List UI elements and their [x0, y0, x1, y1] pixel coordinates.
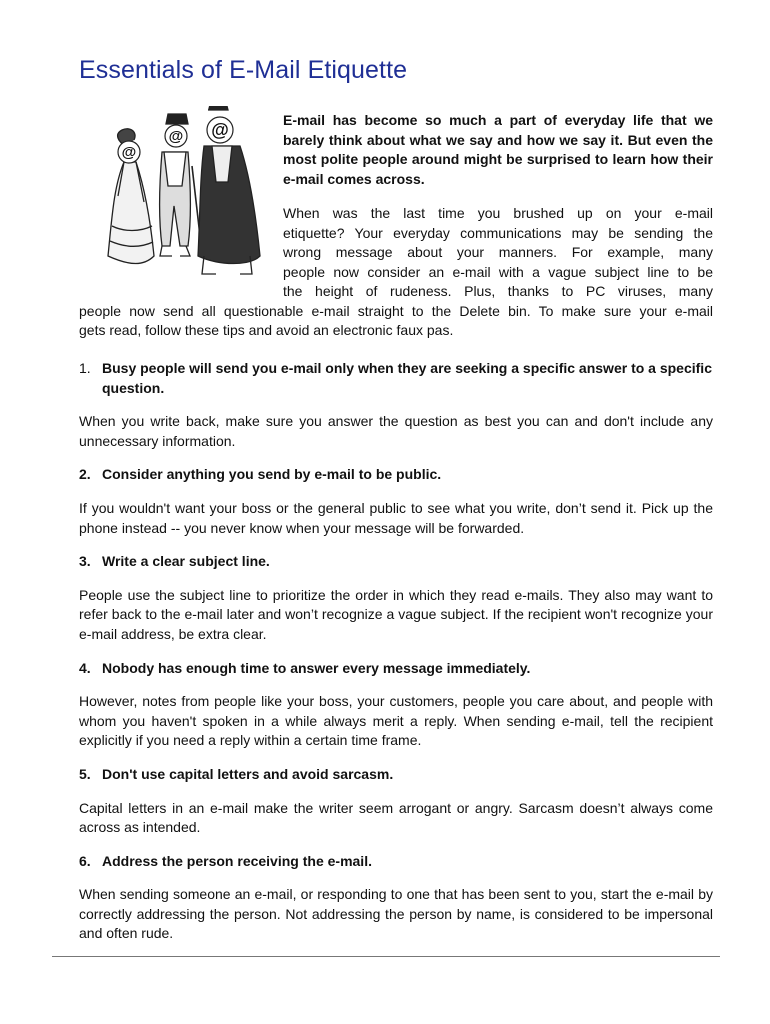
tip-heading [79, 765, 713, 785]
tip-heading-text: Nobody has enough time to answer every message immediately. [102, 659, 531, 676]
tip-item [79, 359, 713, 451]
intro-line: people now consider an e-mail with a vague subject line to be [283, 263, 713, 280]
tip-item [79, 852, 713, 944]
tip-heading [79, 359, 713, 398]
intro-lead: E-mail has become so much a part of everyday life that we barely think about what we say and how we say it. But even the most polite people around might be surprised to learn how their e-mail comes across. [283, 112, 713, 187]
page-title: Essentials of E-Mail Etiquette [79, 56, 408, 84]
intro-line: gets read, follow these tips and avoid an electronic faux pas. [79, 322, 454, 338]
tip-heading-text: Consider anything you send by e-mail to be public. [102, 466, 442, 483]
tip-heading-text: Write a clear subject line. [102, 553, 270, 570]
intro-line: etiquette? Your everyday communications may be sending the [283, 224, 713, 241]
tip-number: 2. [79, 466, 91, 483]
tip-item [79, 552, 713, 644]
tip-number: 1. [79, 360, 91, 376]
tip-body: When sending someone an e-mail, or responding to one that has been sent to you, start the e-mail by correctly addressing the person. Not addressing the person by name, is considered to be impersonal and often rude. [79, 886, 713, 942]
at-sign-icon: @ [168, 128, 184, 145]
tip-body: However, notes from people like your boss, your customers, people you care about, and people with whom you haven't spoken in a while always merit a reply. When sending e-mail, tell the recipient explicitly if you need a reply within a certain time frame. [79, 693, 713, 749]
tip-heading-text: Address the person receiving the e-mail. [102, 852, 372, 869]
tip-heading [79, 659, 713, 679]
footer-divider [52, 956, 720, 957]
tip-heading [79, 552, 713, 572]
tip-item [79, 765, 713, 838]
intro-line: When was the last time you brushed up on your e-mail [283, 205, 713, 221]
intro-line: the height of rudeness. Plus, thanks to PC viruses, many [283, 283, 713, 299]
tip-body: People use the subject line to prioritize the order in which they read e-mails. They also may want to refer back to the e-mail later and won’t recognize a vague subject. If the recipient won't recognize your e-mail address, be extra clear. [79, 586, 713, 642]
tip-number: 6. [79, 852, 91, 869]
tip-body: Capital letters in an e-mail make the writer seem arrogant or angry. Sarcasm doesn’t always come across as intended. [79, 799, 713, 836]
tip-body: When you write back, make sure you answer the question as best you can and don't include any unnecessary information. [79, 413, 713, 449]
tip-body: If you wouldn't want your boss or the general public to see what you write, don’t send it. Pick up the phone instead -- you never know when your message will be forwarded. [79, 499, 713, 536]
at-sign-icon: @ [121, 144, 137, 161]
intro-line: wrong message about your manners. For example, many [283, 244, 713, 260]
tip-number: 3. [79, 553, 91, 570]
tip-item [79, 465, 713, 538]
tip-heading [79, 465, 713, 485]
intro-line: people now send all questionable e-mail straight to the Delete bin. To make sure your e-mail [79, 302, 713, 319]
at-sign-icon: @ [211, 120, 229, 140]
tip-heading [79, 852, 713, 872]
tip-number: 4. [79, 659, 91, 676]
tip-heading-text: Don't use capital letters and avoid sarcasm. [102, 765, 394, 782]
tip-item [79, 659, 713, 751]
tip-heading-text: Busy people will send you e-mail only when they are seeking a specific answer to a specific question. [102, 360, 712, 396]
intro-paragraph [79, 204, 713, 341]
tips-list [79, 359, 713, 958]
tip-number: 5. [79, 765, 91, 782]
